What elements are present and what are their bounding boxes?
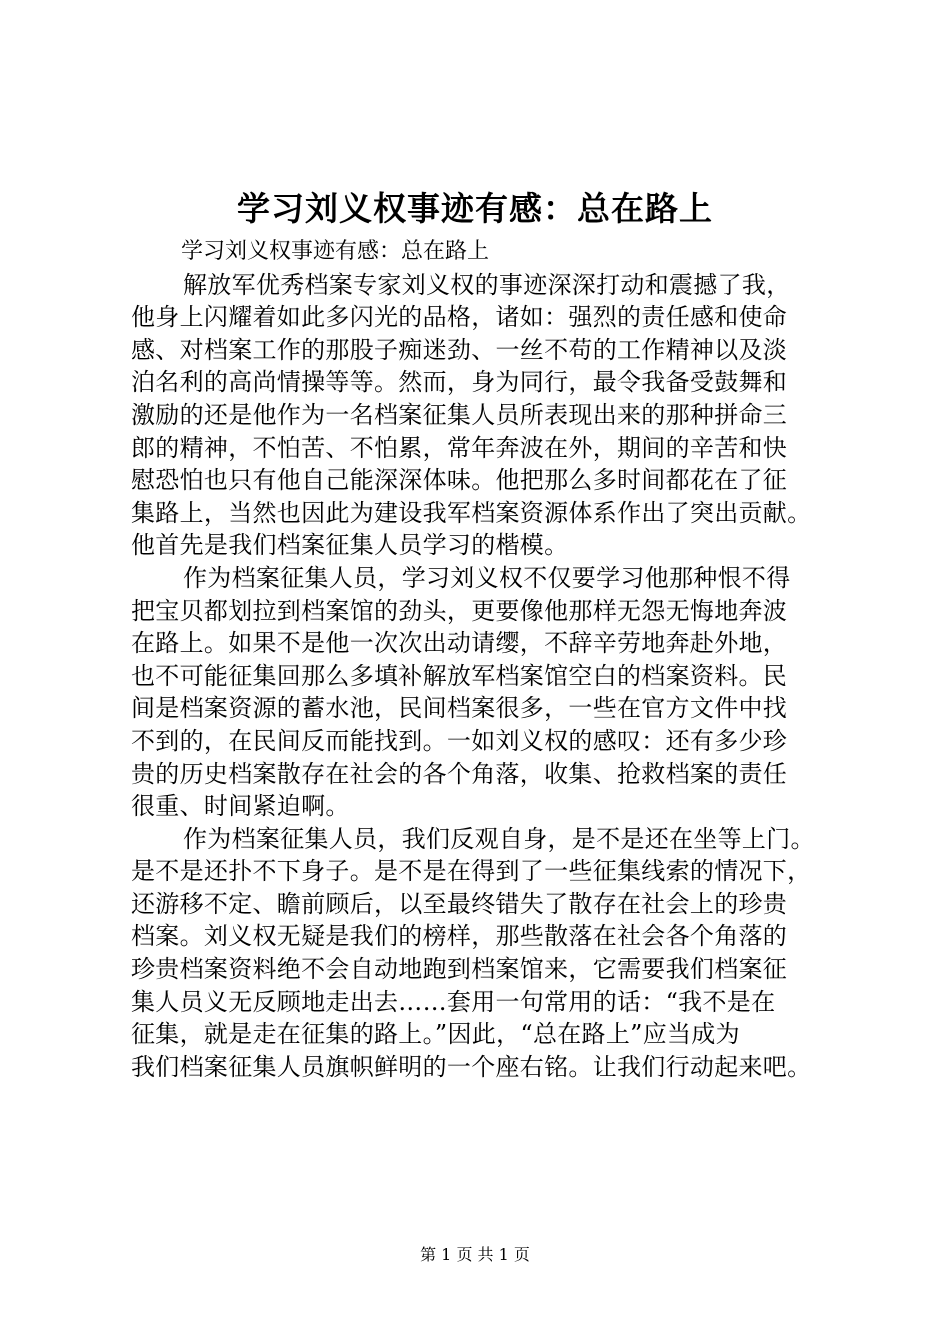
paragraph-3 <box>131 823 853 1084</box>
paragraph-line: 慰恐怕也只有他自己能深深体味。他把那么多时间都花在了征 <box>131 466 788 495</box>
paragraph-line: 也不可能征集回那么多填补解放军档案馆空白的档案资料。民 <box>131 661 788 690</box>
paragraph-line: 档案。刘义权无疑是我们的榜样，那些散落在社会各个角落的 <box>131 922 788 951</box>
paragraph-line: 在路上。如果不是他一次次出动请缨，不辞辛劳地奔赴外地， <box>131 629 788 658</box>
page-footer: 第 1 页 共 1 页 <box>420 1245 530 1264</box>
paragraph-line: 是不是还扑不下身子。是不是在得到了一些征集线索的情况下， <box>131 857 812 886</box>
paragraph-line: 集人员义无反顾地走出去……套用一句常用的话：“我不是在 <box>131 987 776 1016</box>
paragraph-line: 征集，就是走在征集的路上。”因此，“总在路上”应当成为 <box>131 1020 740 1049</box>
paragraph-line: 激励的还是他作为一名档案征集人员所表现出来的那种拼命三 <box>131 400 788 429</box>
paragraph-line: 作为档案征集人员，学习刘义权不仅要学习他那种恨不得 <box>183 563 791 592</box>
paragraph-line: 还游移不定、瞻前顾后，以至最终错失了散存在社会上的珍贵 <box>131 889 788 918</box>
paragraph-line: 泊名利的高尚情操等等。然而，身为同行，最令我备受鼓舞和 <box>131 368 788 397</box>
document-title: 学习刘义权事迹有感：总在路上 <box>237 189 713 228</box>
paragraph-line: 他首先是我们档案征集人员学习的楷模。 <box>131 531 569 560</box>
paragraph-line: 感、对档案工作的那股子痴迷劲、一丝不苟的工作精神以及淡 <box>131 335 788 364</box>
paragraph-2 <box>131 562 853 823</box>
paragraph-line: 间是档案资源的蓄水池，民间档案很多，一些在官方文件中找 <box>131 694 788 723</box>
paragraph-line: 把宝贝都划拉到档案馆的劲头，更要像他那样无怨无悔地奔波 <box>131 596 788 625</box>
paragraph-line: 贵的历史档案散存在社会的各个角落，收集、抢救档案的责任 <box>131 759 788 788</box>
paragraph-line: 作为档案征集人员，我们反观自身，是不是还在坐等上门。 <box>183 824 815 853</box>
paragraph-line: 很重、时间紧迫啊。 <box>131 792 350 821</box>
paragraph-line: 他身上闪耀着如此多闪光的品格，诸如：强烈的责任感和使命 <box>131 303 788 332</box>
paragraph-1 <box>131 269 853 562</box>
document-subtitle: 学习刘义权事迹有感：总在路上 <box>181 239 490 264</box>
paragraph-line: 不到的，在民间反而能找到。一如刘义权的感叹：还有多少珍 <box>131 726 788 755</box>
paragraph-line: 珍贵档案资料绝不会自动地跑到档案馆来，它需要我们档案征 <box>131 955 788 984</box>
paragraph-line: 我们档案征集人员旗帜鲜明的一个座右铭。让我们行动起来吧。 <box>131 1052 812 1081</box>
paragraph-line: 郎的精神，不怕苦、不怕累，常年奔波在外，期间的辛苦和快 <box>131 433 788 462</box>
paragraph-line: 集路上，当然也因此为建设我军档案资源体系作出了突出贡献。 <box>131 498 812 527</box>
document-body <box>131 236 853 1083</box>
paragraph-line: 解放军优秀档案专家刘义权的事迹深深打动和震撼了我， <box>183 270 791 299</box>
